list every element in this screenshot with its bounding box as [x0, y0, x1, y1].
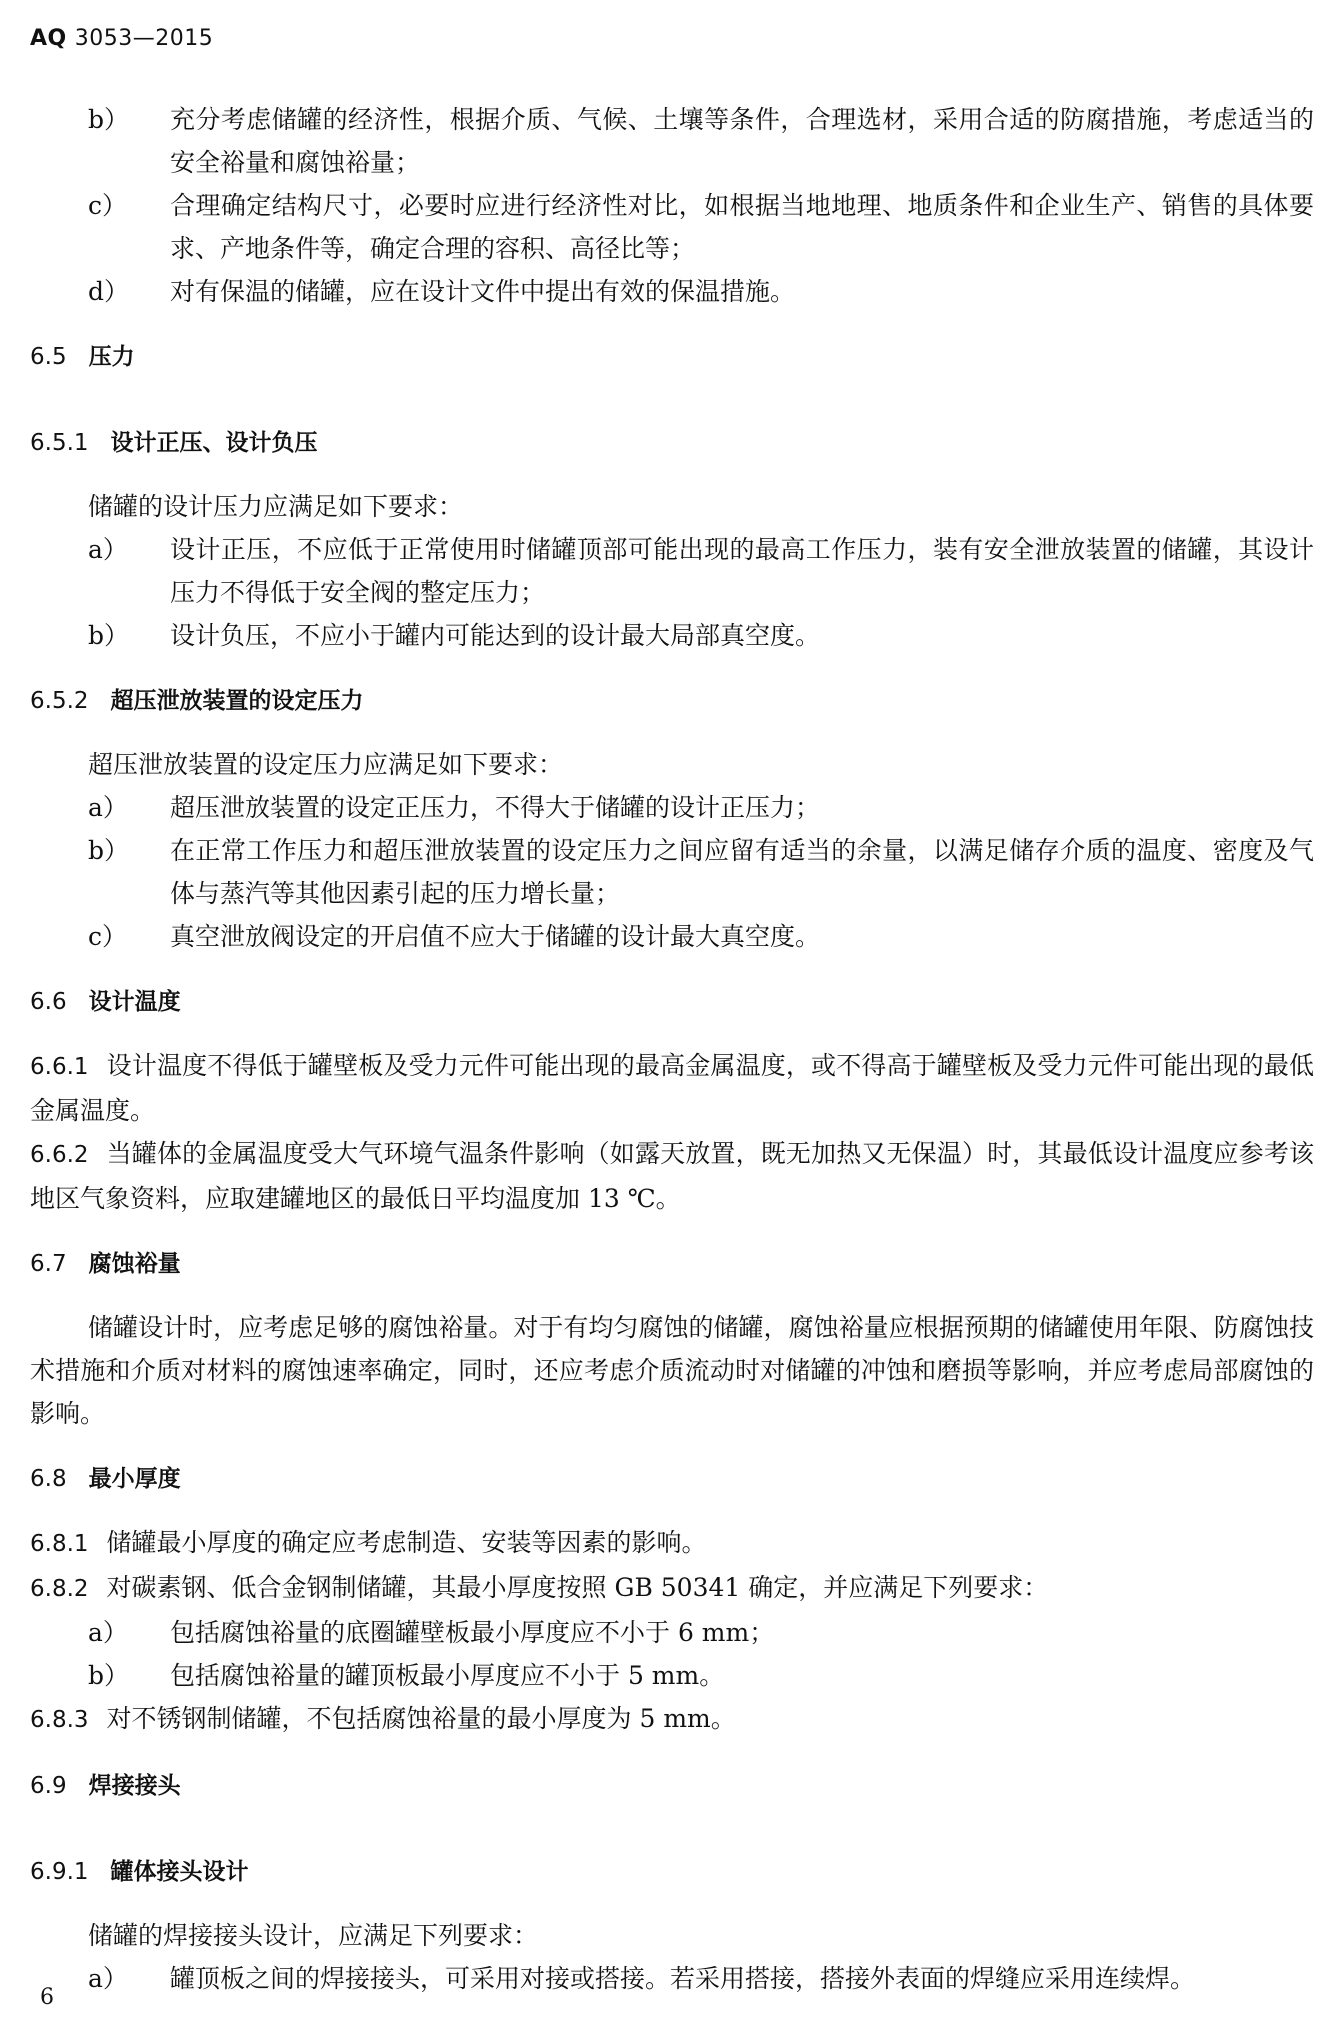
section-number: 6.5.2	[30, 688, 89, 714]
section-number: 6.5.1	[30, 430, 89, 456]
clause-text: 设计温度不得低于罐壁板及受力元件可能出现的最高金属温度，或不得高于罐壁板及受力元件可能出现的最低金属温度。	[30, 1051, 1314, 1125]
list-item-text: 在正常工作压力和超压泄放装置的设定压力之间应留有适当的余量，以满足储存介质的温度、密度及气体与蒸汽等其他因素引起的压力增长量；	[170, 836, 1314, 908]
list-item	[30, 786, 1314, 829]
section-number: 6.9.1	[30, 1859, 89, 1885]
heading-spacer	[30, 1894, 1314, 1914]
section-heading	[30, 1458, 1314, 1501]
heading-spacer	[30, 1831, 1314, 1851]
list-item-label: b）	[88, 621, 130, 650]
list-item-text: 真空泄放阀设定的开启值不应大于储罐的设计最大真空度。	[170, 922, 821, 951]
standard-number: 3053—2015	[74, 26, 214, 51]
list-item	[30, 829, 1314, 915]
list-item	[30, 915, 1314, 958]
list-item-label: a）	[88, 1618, 128, 1647]
clause-number: 6.6.2	[30, 1142, 89, 1168]
section-number: 6.9	[30, 1773, 67, 1799]
paragraph: 储罐设计时，应考虑足够的腐蚀裕量。对于有均匀腐蚀的储罐，腐蚀裕量应根据预期的储罐使用年限、防腐蚀技术措施和介质对材料的腐蚀速率确定，同时，还应考虑介质流动时对储罐的冲蚀和磨损等影响，并应考虑局部腐蚀的影响。	[30, 1313, 1314, 1428]
list-item	[30, 528, 1314, 614]
list-item-text: 包括腐蚀裕量的底圈罐壁板最小厚度应不小于 6 mm；	[170, 1618, 775, 1647]
list-item-label: d）	[88, 277, 130, 306]
section-title: 腐蚀裕量	[88, 1251, 181, 1277]
heading-spacer	[30, 723, 1314, 743]
heading-spacer	[30, 402, 1314, 422]
paragraph: 储罐的焊接接头设计，应满足下列要求：	[88, 1921, 539, 1950]
section-heading	[30, 1243, 1314, 1286]
section-spacer	[30, 1742, 1314, 1765]
section-spacer	[30, 1220, 1314, 1243]
heading-spacer	[30, 1501, 1314, 1521]
list-item-text: 设计正压，不应低于正常使用时储罐顶部可能出现的最高工作压力，装有安全泄放装置的储罐，其设计压力不得低于安全阀的整定压力；	[170, 535, 1314, 607]
section-number: 6.7	[30, 1251, 67, 1277]
section-spacer	[30, 313, 1314, 336]
section-number: 6.8	[30, 1466, 67, 1492]
numbered-clause	[30, 1132, 1314, 1220]
section-number: 6.6	[30, 989, 67, 1015]
list-item-label: a）	[88, 793, 128, 822]
paragraph: 储罐的设计压力应满足如下要求：	[88, 492, 464, 521]
heading-spacer	[30, 1286, 1314, 1306]
section-heading	[30, 1765, 1314, 1808]
list-item-text: 设计负压，不应小于罐内可能达到的设计最大局部真空度。	[170, 621, 821, 650]
section-heading	[30, 680, 1314, 723]
section-title: 罐体接头设计	[110, 1859, 249, 1885]
section-spacer	[30, 1435, 1314, 1458]
list-item-text: 超压泄放装置的设定正压力，不得大于储罐的设计正压力；	[170, 793, 821, 822]
list-item-label: c）	[88, 922, 128, 951]
standard-code: AQ	[30, 26, 67, 51]
section-heading	[30, 1851, 1314, 1894]
list-item-label: a）	[88, 1964, 128, 1993]
clause-text: 储罐最小厚度的确定应考虑制造、安装等因素的影响。	[106, 1528, 707, 1557]
section-title: 焊接接头	[88, 1773, 181, 1799]
clause-text: 对碳素钢、低合金钢制储罐，其最小厚度按照 GB 50341 确定，并应满足下列要求：	[106, 1573, 1049, 1602]
list-item	[30, 184, 1314, 270]
section-spacer	[30, 958, 1314, 981]
list-item-text: 包括腐蚀裕量的罐顶板最小厚度应不小于 5 mm。	[170, 1661, 725, 1690]
section-spacer	[30, 1808, 1314, 1831]
list-item	[30, 614, 1314, 657]
list-item-text: 充分考虑储罐的经济性，根据介质、气候、土壤等条件，合理选材，采用合适的防腐措施，考虑适当的安全裕量和腐蚀裕量；	[170, 105, 1314, 177]
page-header	[30, 26, 213, 51]
page-number: 6	[40, 1985, 54, 2010]
section-heading	[30, 981, 1314, 1024]
numbered-clause	[30, 1697, 1314, 1742]
section-title: 超压泄放装置的设定压力	[110, 688, 364, 714]
numbered-clause	[30, 1044, 1314, 1132]
section-spacer	[30, 379, 1314, 402]
document-body	[30, 98, 1314, 2000]
list-item	[30, 1611, 1314, 1654]
section-spacer	[30, 657, 1314, 680]
section-heading	[30, 422, 1314, 465]
list-item	[30, 1654, 1314, 1697]
numbered-clause	[30, 1566, 1314, 1611]
section-number: 6.5	[30, 344, 67, 370]
clause-text: 当罐体的金属温度受大气环境气温条件影响（如露天放置，既无加热又无保温）时，其最低设计温度应参考该地区气象资料，应取建罐地区的最低日平均温度加 13 ℃。	[30, 1139, 1314, 1213]
section-heading	[30, 336, 1314, 379]
numbered-clause	[30, 1521, 1314, 1566]
list-item-label: c）	[88, 191, 128, 220]
section-title: 设计正压、设计负压	[110, 430, 318, 456]
list-item	[30, 98, 1314, 184]
list-item-label: b）	[88, 836, 130, 865]
paragraph: 超压泄放装置的设定压力应满足如下要求：	[88, 750, 564, 779]
list-item	[30, 1957, 1314, 2000]
clause-number: 6.8.2	[30, 1576, 89, 1602]
list-item-label: a）	[88, 535, 128, 564]
list-item	[30, 270, 1314, 313]
list-item-label: b）	[88, 1661, 130, 1690]
list-item-text: 罐顶板之间的焊接接头，可采用对接或搭接。若采用搭接，搭接外表面的焊缝应采用连续焊。	[170, 1964, 1196, 1993]
clause-text: 对不锈钢制储罐，不包括腐蚀裕量的最小厚度为 5 mm。	[106, 1704, 736, 1733]
section-title: 压力	[88, 344, 135, 370]
clause-number: 6.8.3	[30, 1707, 89, 1733]
section-title: 最小厚度	[88, 1466, 181, 1492]
section-title: 设计温度	[88, 989, 181, 1015]
list-item-text: 合理确定结构尺寸，必要时应进行经济性对比，如根据当地地理、地质条件和企业生产、销售的具体要求、产地条件等，确定合理的容积、高径比等；	[170, 191, 1314, 263]
clause-number: 6.8.1	[30, 1531, 89, 1557]
heading-spacer	[30, 1024, 1314, 1044]
heading-spacer	[30, 465, 1314, 485]
list-item-text: 对有保温的储罐，应在设计文件中提出有效的保温措施。	[170, 277, 796, 306]
clause-number: 6.6.1	[30, 1054, 89, 1080]
list-item-label: b）	[88, 105, 130, 134]
